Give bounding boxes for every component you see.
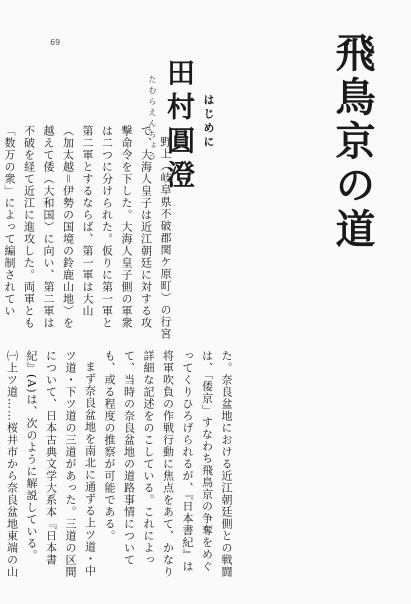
section-heading: はじめに — [202, 94, 215, 150]
body-lower-block — [5, 350, 236, 578]
chapter-title: 飛鳥京の道 — [329, 32, 376, 252]
body-upper-block — [3, 125, 175, 340]
paragraph: まず奈良盆地を南北に通ずる上ツ道・中ツ道・下ツ道の三道があった。三道の区間について、日本古典文学大系本『日本書紀』(A)は、次のように解説している。 — [25, 350, 97, 578]
paragraph: ㈠上ツ道……桜井市から奈良盆地東端の山 — [5, 350, 19, 578]
author-ruby: たむらえんちょう — [148, 75, 157, 163]
page-number: 69 — [50, 38, 61, 47]
paragraph: た。奈良盆地における近江朝廷側との戦闘は、「倭京」すなわち飛鳥京の争奪をめぐってくりひろげられるが、『日本書紀』は将軍吹負の作戦行動に焦点をあて、かなり詳細な記述をのこしている。これによって、当時の奈良盆地の道路事情についても、或る程度の推察が可能である。 — [103, 350, 233, 578]
paragraph: 野上（岐阜県不破郡関ケ原町）の行宮で、大海人皇子は近江朝廷に対する攻撃命令を下した。大海人皇子側の軍衆は二つに分けられた。仮りに第一軍と第二軍とするならば、第一軍は大山（加太越＝伊勢の国境の鈴鹿山地）を越えて倭（大和国）に向い、第二軍は不破を経て近江に進攻した。両軍とも「数万の衆」によって編制されてい — [3, 125, 172, 340]
author-name: 田村圓澄 — [163, 58, 196, 194]
